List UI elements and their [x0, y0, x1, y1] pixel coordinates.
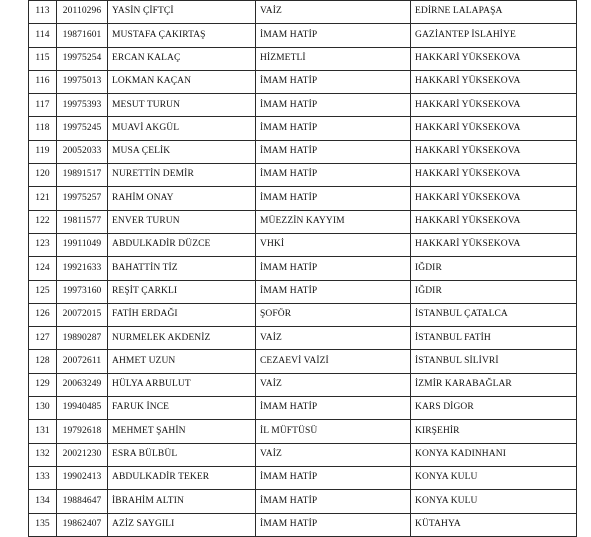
table-row	[29, 47, 577, 70]
job-title-cell: İL MÜFTÜSÜ	[256, 420, 411, 443]
table-row	[29, 490, 577, 513]
job-title-cell: İMAM HATİP	[256, 117, 411, 140]
full-name-cell: FARUK İNCE	[108, 397, 256, 420]
row-number-cell: 120	[29, 164, 57, 187]
registry-number-cell: 19871601	[57, 24, 108, 47]
job-title-cell: İMAM HATİP	[256, 513, 411, 536]
full-name-cell: AHMET UZUN	[108, 350, 256, 373]
row-number-cell: 113	[29, 1, 57, 24]
table-row	[29, 1, 577, 24]
registry-number-cell: 19792618	[57, 420, 108, 443]
duty-location-cell: KONYA KULU	[411, 466, 577, 489]
row-number-cell: 117	[29, 94, 57, 117]
registry-number-cell: 19891517	[57, 164, 108, 187]
row-number-cell: 123	[29, 233, 57, 256]
duty-location-cell: İZMİR KARABAĞLAR	[411, 373, 577, 396]
duty-location-cell: KONYA KADINHANI	[411, 443, 577, 466]
full-name-cell: ESRA BÜLBÜL	[108, 443, 256, 466]
full-name-cell: MESUT TURUN	[108, 94, 256, 117]
full-name-cell: NURMELEK AKDENİZ	[108, 327, 256, 350]
full-name-cell: MUAVİ AKGÜL	[108, 117, 256, 140]
table-row	[29, 94, 577, 117]
duty-location-cell: İSTANBUL SİLİVRİ	[411, 350, 577, 373]
duty-location-cell: İSTANBUL ÇATALCA	[411, 303, 577, 326]
duty-location-cell: HAKKARİ YÜKSEKOVA	[411, 47, 577, 70]
row-number-cell: 126	[29, 303, 57, 326]
registry-number-cell: 20072015	[57, 303, 108, 326]
table-row	[29, 210, 577, 233]
job-title-cell: İMAM HATİP	[256, 490, 411, 513]
row-number-cell: 121	[29, 187, 57, 210]
table-row	[29, 397, 577, 420]
duty-location-cell: EDİRNE LALAPAŞA	[411, 1, 577, 24]
row-number-cell: 114	[29, 24, 57, 47]
duty-location-cell: GAZİANTEP İSLAHİYE	[411, 24, 577, 47]
duty-location-cell: HAKKARİ YÜKSEKOVA	[411, 187, 577, 210]
personnel-table	[28, 0, 577, 537]
duty-location-cell: KIRŞEHİR	[411, 420, 577, 443]
full-name-cell: ABDULKADİR DÜZCE	[108, 233, 256, 256]
full-name-cell: YASİN ÇİFTÇİ	[108, 1, 256, 24]
table-row	[29, 303, 577, 326]
duty-location-cell: IĞDIR	[411, 280, 577, 303]
row-number-cell: 132	[29, 443, 57, 466]
table-row	[29, 420, 577, 443]
full-name-cell: FATİH ERDAĞI	[108, 303, 256, 326]
full-name-cell: LOKMAN KAÇAN	[108, 70, 256, 93]
registry-number-cell: 19975393	[57, 94, 108, 117]
full-name-cell: AZİZ SAYGILI	[108, 513, 256, 536]
duty-location-cell: KONYA KULU	[411, 490, 577, 513]
full-name-cell: HÜLYA ARBULUT	[108, 373, 256, 396]
registry-number-cell: 20072611	[57, 350, 108, 373]
table-row	[29, 443, 577, 466]
duty-location-cell: KARS DİGOR	[411, 397, 577, 420]
job-title-cell: İMAM HATİP	[256, 397, 411, 420]
duty-location-cell: HAKKARİ YÜKSEKOVA	[411, 70, 577, 93]
full-name-cell: REŞİT ÇARKLI	[108, 280, 256, 303]
job-title-cell: İMAM HATİP	[256, 187, 411, 210]
table-row	[29, 257, 577, 280]
job-title-cell: İMAM HATİP	[256, 280, 411, 303]
table-row	[29, 70, 577, 93]
job-title-cell: İMAM HATİP	[256, 24, 411, 47]
full-name-cell: MUSTAFA ÇAKIRTAŞ	[108, 24, 256, 47]
row-number-cell: 128	[29, 350, 57, 373]
table-row	[29, 350, 577, 373]
job-title-cell: İMAM HATİP	[256, 70, 411, 93]
full-name-cell: NURETTİN DEMİR	[108, 164, 256, 187]
full-name-cell: MUSA ÇELİK	[108, 140, 256, 163]
job-title-cell: İMAM HATİP	[256, 466, 411, 489]
row-number-cell: 135	[29, 513, 57, 536]
registry-number-cell: 19911049	[57, 233, 108, 256]
registry-number-cell: 19884647	[57, 490, 108, 513]
table-row	[29, 373, 577, 396]
duty-location-cell: HAKKARİ YÜKSEKOVA	[411, 140, 577, 163]
job-title-cell: VAİZ	[256, 1, 411, 24]
row-number-cell: 122	[29, 210, 57, 233]
row-number-cell: 119	[29, 140, 57, 163]
full-name-cell: ABDULKADİR TEKER	[108, 466, 256, 489]
registry-number-cell: 19975257	[57, 187, 108, 210]
row-number-cell: 129	[29, 373, 57, 396]
duty-location-cell: HAKKARİ YÜKSEKOVA	[411, 164, 577, 187]
table-row	[29, 140, 577, 163]
full-name-cell: RAHİM ONAY	[108, 187, 256, 210]
row-number-cell: 116	[29, 70, 57, 93]
table-row	[29, 187, 577, 210]
duty-location-cell: HAKKARİ YÜKSEKOVA	[411, 117, 577, 140]
duty-location-cell: HAKKARİ YÜKSEKOVA	[411, 233, 577, 256]
job-title-cell: İMAM HATİP	[256, 94, 411, 117]
duty-location-cell: HAKKARİ YÜKSEKOVA	[411, 210, 577, 233]
registry-number-cell: 20110296	[57, 1, 108, 24]
job-title-cell: CEZAEVİ VAİZİ	[256, 350, 411, 373]
registry-number-cell: 20021230	[57, 443, 108, 466]
job-title-cell: ŞOFÖR	[256, 303, 411, 326]
row-number-cell: 127	[29, 327, 57, 350]
registry-number-cell: 19890287	[57, 327, 108, 350]
table-row	[29, 164, 577, 187]
row-number-cell: 131	[29, 420, 57, 443]
job-title-cell: VHKİ	[256, 233, 411, 256]
duty-location-cell: HAKKARİ YÜKSEKOVA	[411, 94, 577, 117]
registry-number-cell: 19940485	[57, 397, 108, 420]
personnel-table-body	[29, 1, 577, 537]
registry-number-cell: 19811577	[57, 210, 108, 233]
job-title-cell: VAİZ	[256, 373, 411, 396]
duty-location-cell: IĞDIR	[411, 257, 577, 280]
registry-number-cell: 19975013	[57, 70, 108, 93]
table-row	[29, 513, 577, 536]
job-title-cell: İMAM HATİP	[256, 164, 411, 187]
full-name-cell: ERCAN KALAÇ	[108, 47, 256, 70]
full-name-cell: ENVER TURUN	[108, 210, 256, 233]
table-row	[29, 117, 577, 140]
registry-number-cell: 20052033	[57, 140, 108, 163]
registry-number-cell: 19973160	[57, 280, 108, 303]
job-title-cell: MÜEZZİN KAYYIM	[256, 210, 411, 233]
row-number-cell: 118	[29, 117, 57, 140]
table-row	[29, 24, 577, 47]
job-title-cell: HİZMETLİ	[256, 47, 411, 70]
table-row	[29, 466, 577, 489]
duty-location-cell: İSTANBUL FATİH	[411, 327, 577, 350]
table-row	[29, 280, 577, 303]
job-title-cell: VAİZ	[256, 327, 411, 350]
row-number-cell: 133	[29, 466, 57, 489]
registry-number-cell: 19902413	[57, 466, 108, 489]
job-title-cell: VAİZ	[256, 443, 411, 466]
registry-number-cell: 19975245	[57, 117, 108, 140]
registry-number-cell: 20063249	[57, 373, 108, 396]
job-title-cell: İMAM HATİP	[256, 257, 411, 280]
table-row	[29, 327, 577, 350]
registry-number-cell: 19862407	[57, 513, 108, 536]
row-number-cell: 130	[29, 397, 57, 420]
job-title-cell: İMAM HATİP	[256, 140, 411, 163]
row-number-cell: 125	[29, 280, 57, 303]
row-number-cell: 134	[29, 490, 57, 513]
row-number-cell: 115	[29, 47, 57, 70]
duty-location-cell: KÜTAHYA	[411, 513, 577, 536]
full-name-cell: MEHMET ŞAHİN	[108, 420, 256, 443]
table-row	[29, 233, 577, 256]
full-name-cell: BAHATTİN TİZ	[108, 257, 256, 280]
registry-number-cell: 19921633	[57, 257, 108, 280]
row-number-cell: 124	[29, 257, 57, 280]
full-name-cell: İBRAHİM ALTIN	[108, 490, 256, 513]
registry-number-cell: 19975254	[57, 47, 108, 70]
